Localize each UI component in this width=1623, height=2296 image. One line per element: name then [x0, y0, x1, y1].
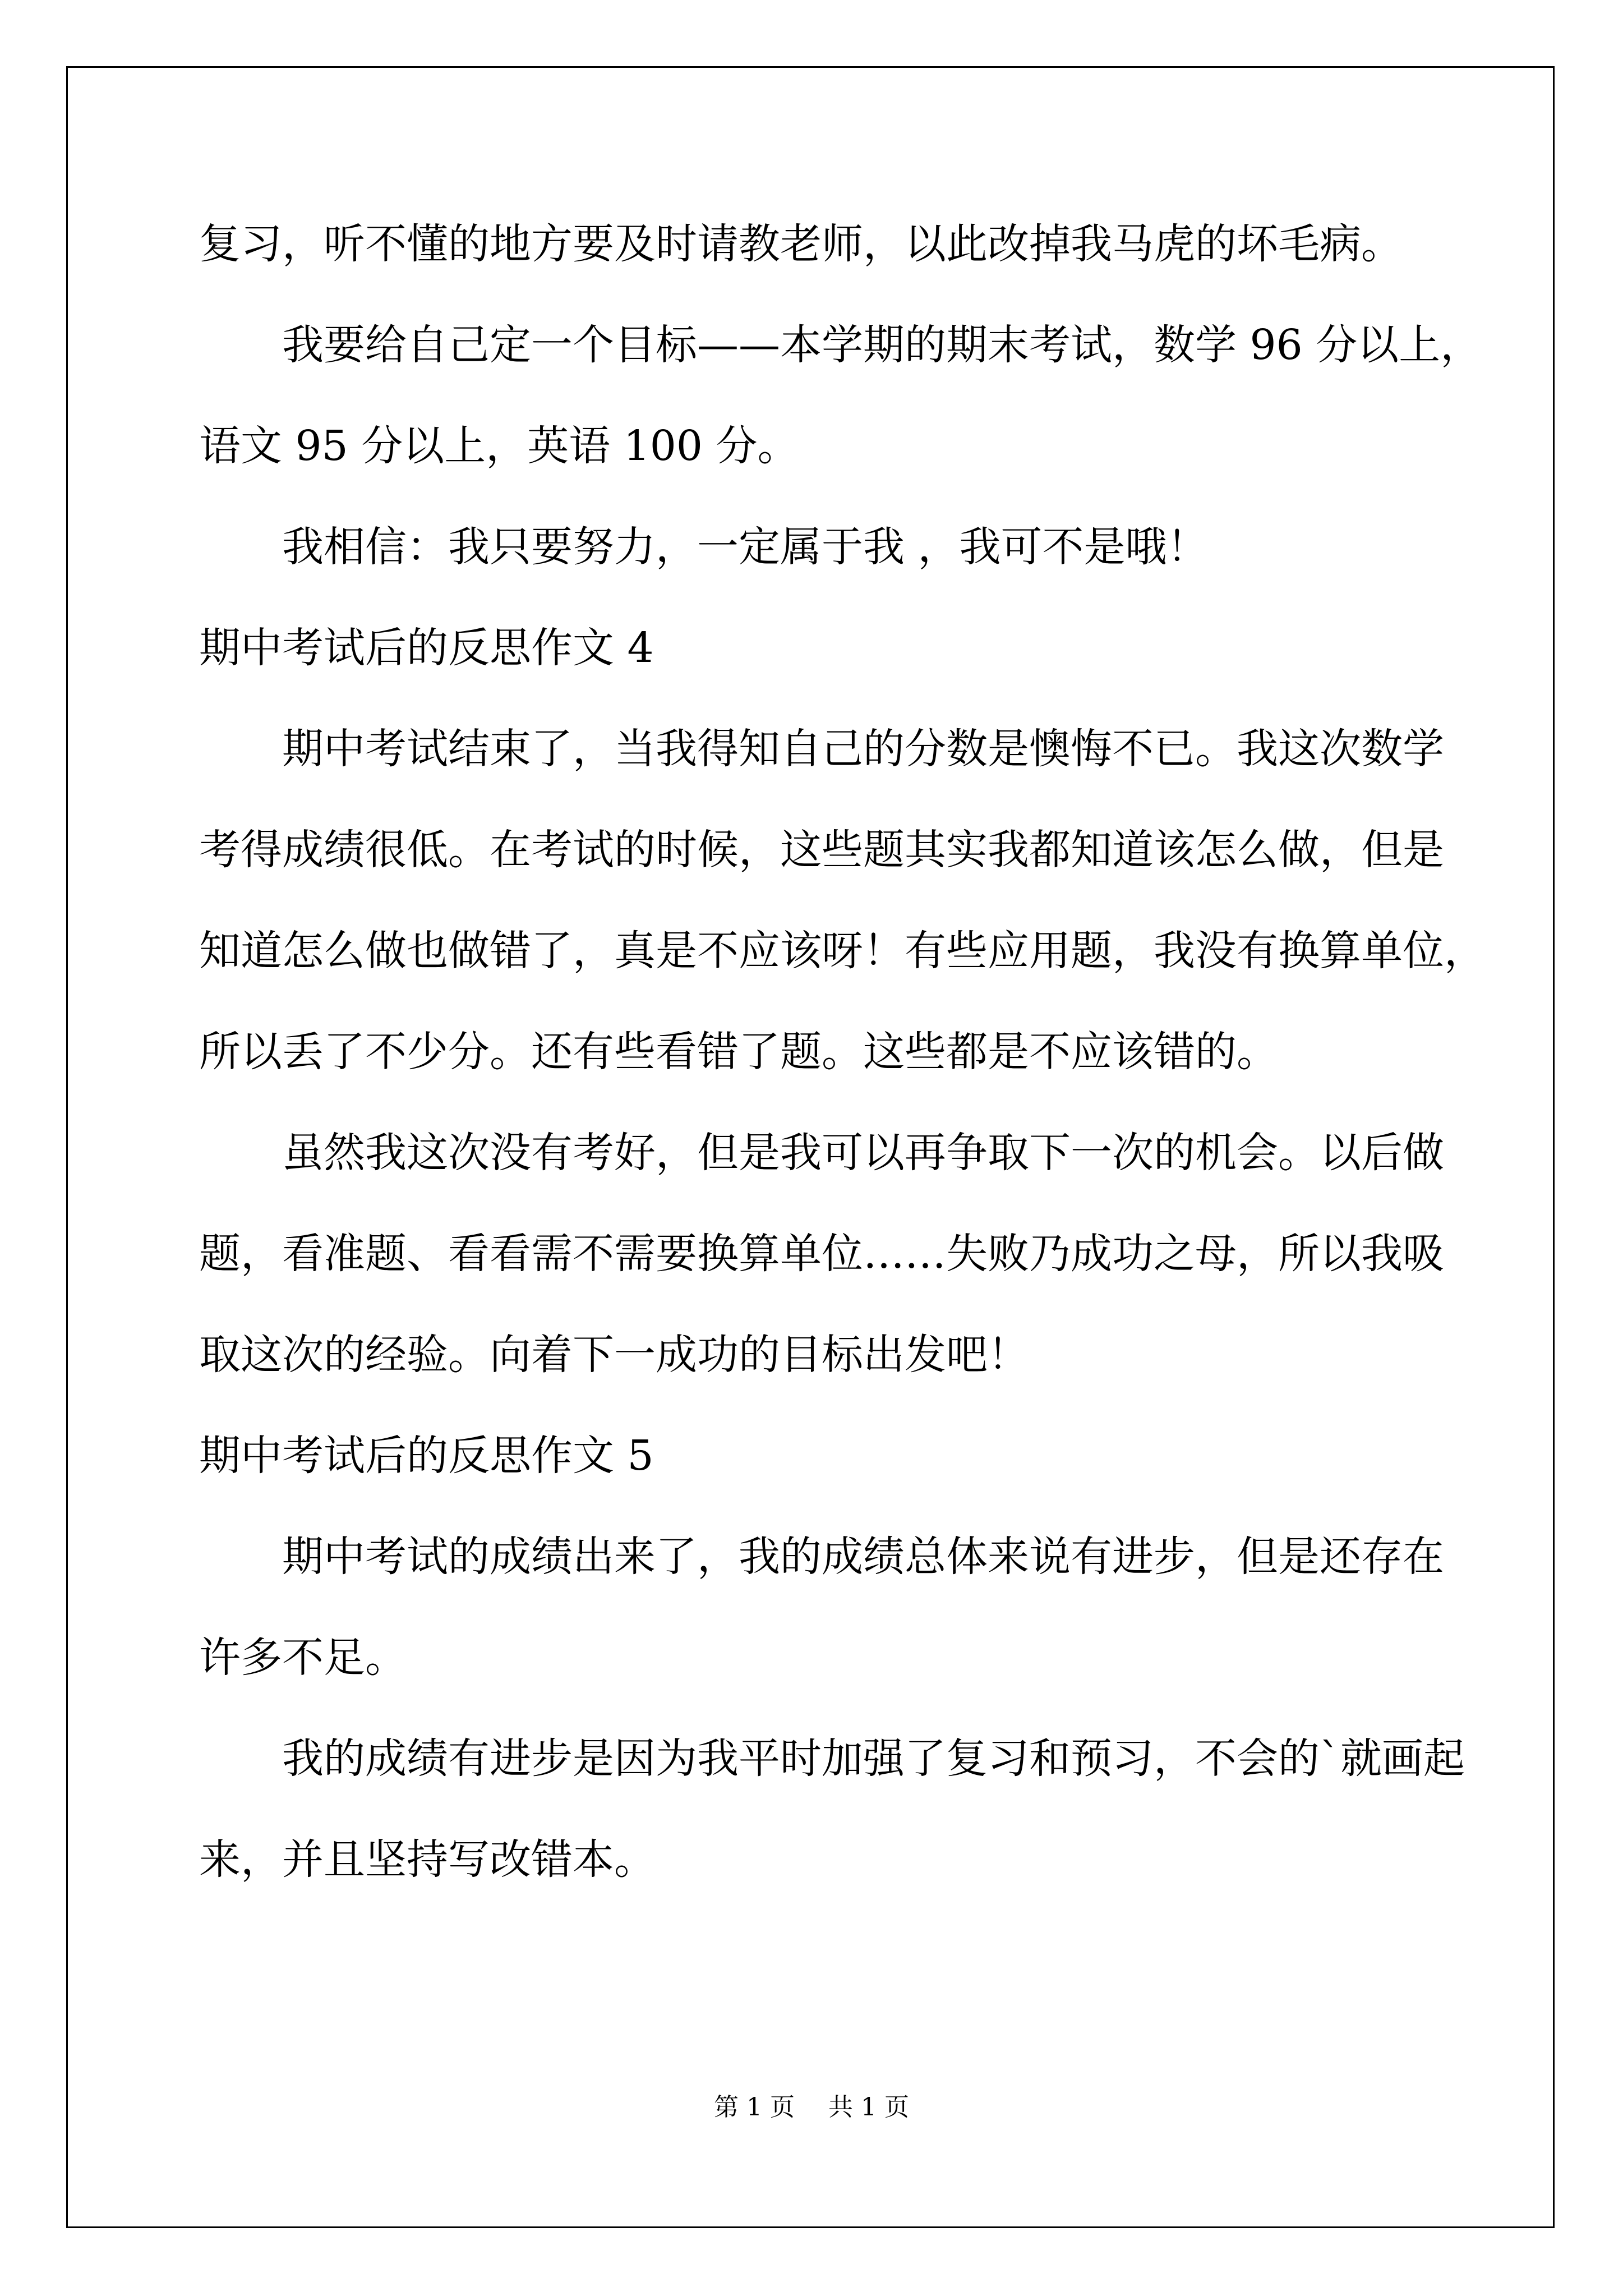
text-line: 期中考试的成绩出来了，我的成绩总体来说有进步，但是还存在: [282, 1533, 1444, 1581]
text-line: 许多不足。: [199, 1634, 407, 1682]
page-total: 共 1 页: [828, 2093, 909, 2122]
page-number: 第 1 页: [714, 2093, 795, 2122]
section-heading: 期中考试后的反思作文 4: [199, 624, 654, 672]
section-heading: 期中考试后的反思作文 5: [199, 1432, 654, 1480]
text-line: 来，并且坚持写改错本。: [199, 1835, 656, 1884]
text-line: 所以丢了不少分。还有些看错了题。这些都是不应该错的。: [199, 1028, 1278, 1076]
text-line: 题，看准题、看看需不需要换算单位……失败乃成功之母，所以我吸: [199, 1230, 1444, 1278]
text-line: 取这次的经验。向着下一成功的目标出发吧！: [199, 1331, 1029, 1379]
page-footer: [0, 2087, 1623, 2123]
text-line: 考得成绩很低。在考试的时候，这些题其实我都知道该怎么做，但是: [199, 826, 1444, 874]
text-line: 语文 95 分以上，英语 100 分。: [199, 422, 799, 470]
text-line: 我要给自己定一个目标——本学期的期末考试，数学 96 分以上，: [282, 321, 1482, 369]
text-line: 虽然我这次没有考好，但是我可以再争取下一次的机会。以后做: [282, 1129, 1444, 1177]
text-line: 复习，听不懂的地方要及时请教老师，以此改掉我马虎的坏毛病。: [199, 220, 1403, 268]
text-line: 我相信：我只要努力，一定属于我 ，我可不是哦！: [282, 523, 1209, 571]
text-line: 期中考试结束了，当我得知自己的分数是懊悔不已。我这次数学: [282, 725, 1444, 773]
text-line: 知道怎么做也做错了，真是不应该呀！有些应用题，我没有换算单位，: [199, 927, 1486, 975]
text-line: 我的成绩有进步是因为我平时加强了复习和预习，不会的`就画起: [282, 1734, 1465, 1783]
